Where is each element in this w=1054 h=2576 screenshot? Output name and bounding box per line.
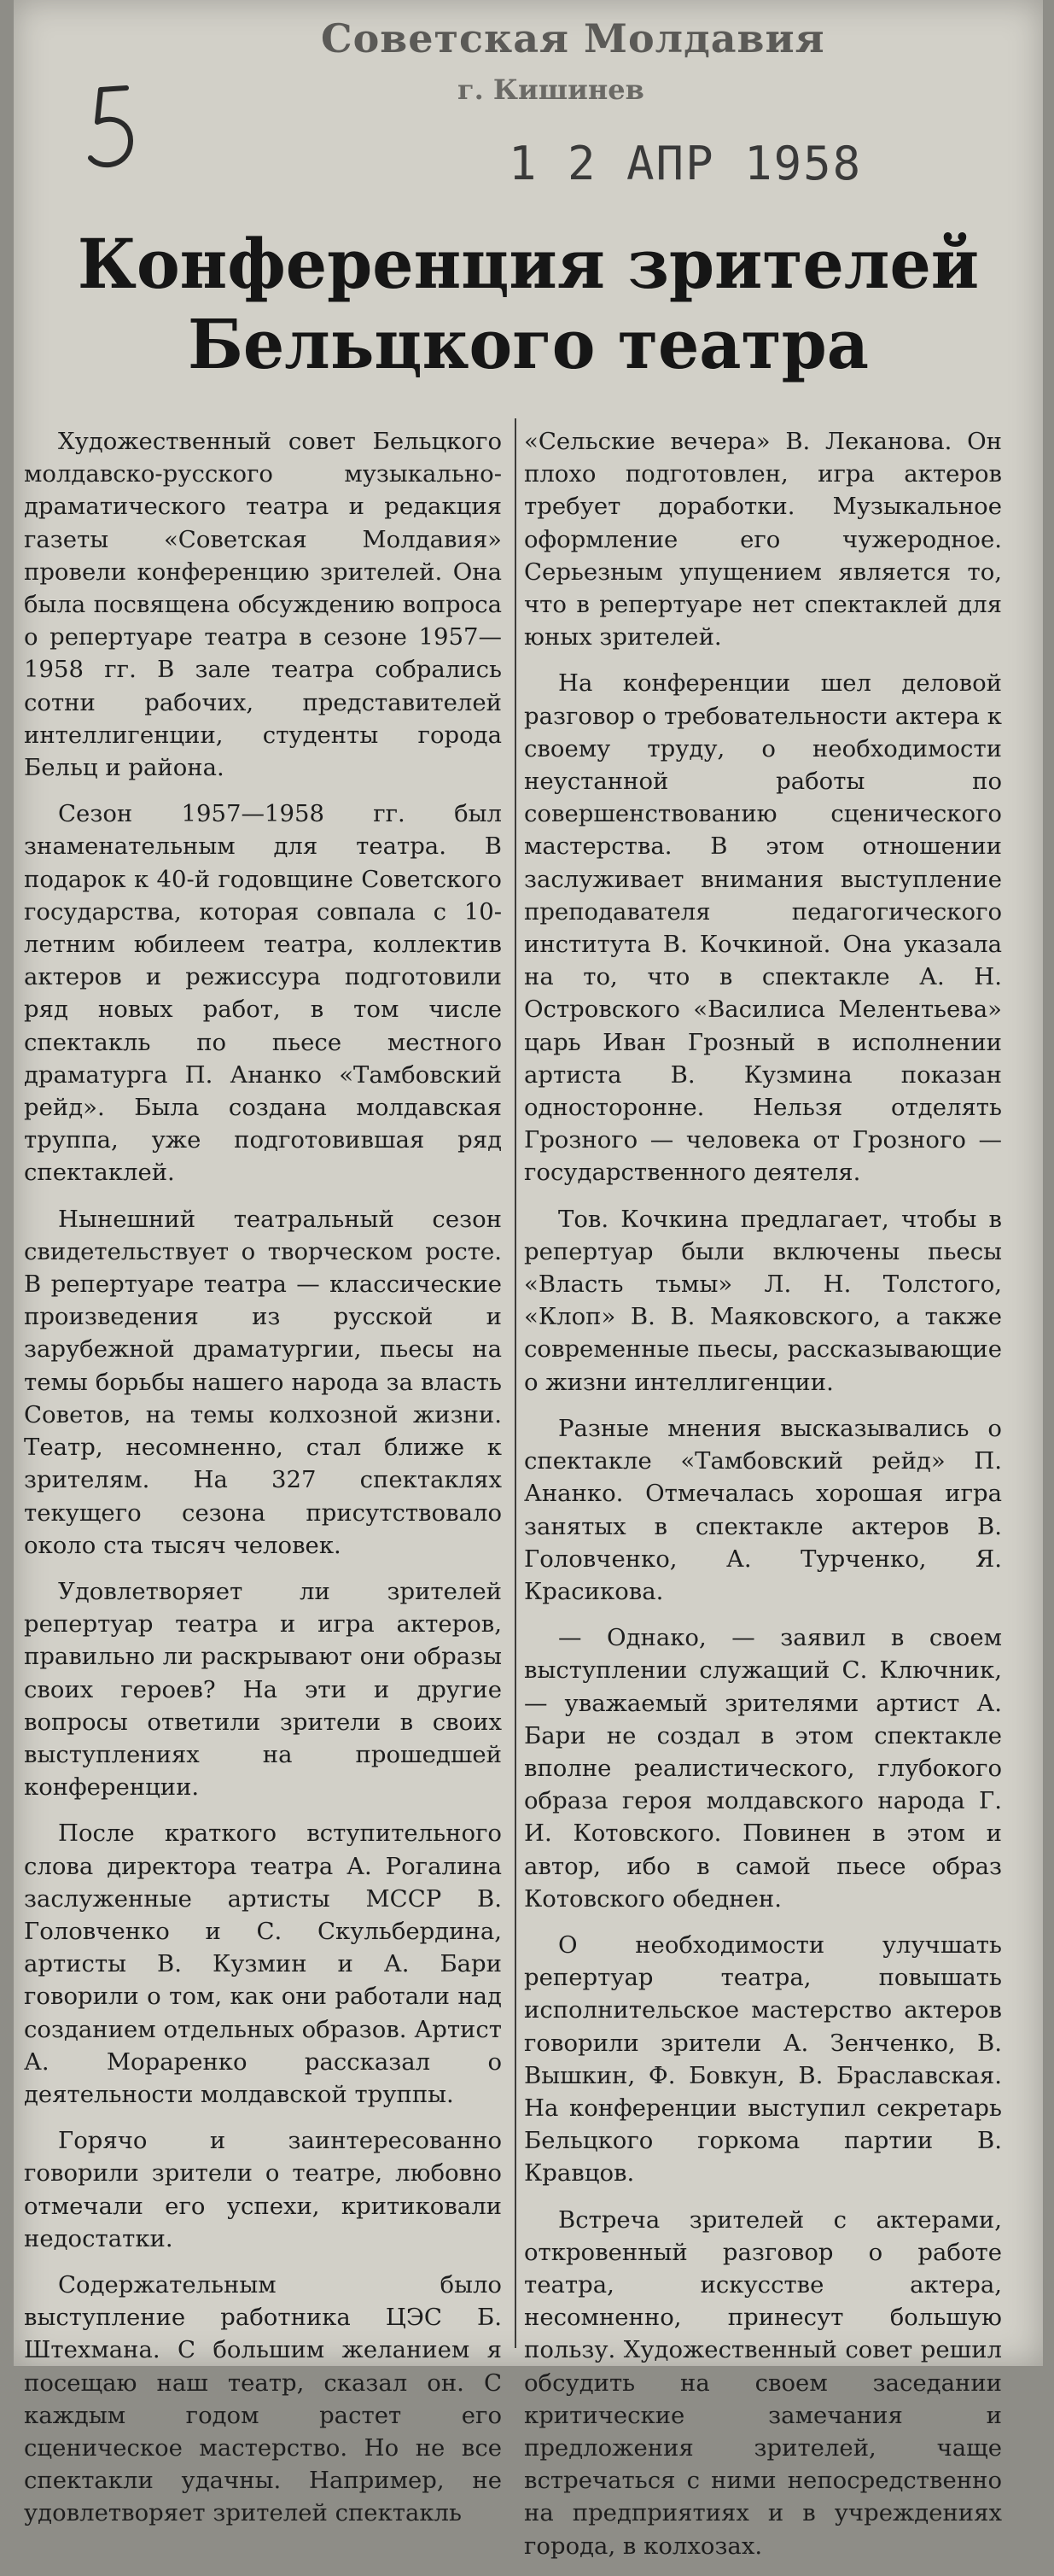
column-divider bbox=[515, 418, 516, 2348]
paragraph: О необходимости улучшать репертуар театра, повышать исполнительское мастерство актеров говорили зрители А. Зенченко, В. Вышкин, Ф. Бовкун, В. Браславская. На конференции выступил секретарь Бельцкого горкома партии В. Кравцов. bbox=[524, 1931, 1002, 2188]
paragraph-continuation: «Сельские вечера» В. Леканова. Он плохо подготовлен, игра актеров требует доработки. Музыкальное оформление его чужеродное. Серьезным упущением является то, что в репертуаре нет спектаклей для юных зрителей. bbox=[524, 428, 1002, 651]
paragraph: После краткого вступительного слова директора театра А. Рогалина заслуженные артисты МССР В. Головченко и С. Скульбердина, артисты В. Кузмин и А. Бари говорили о том, как они работали над созданием отдельных образов. Артист А. Мораренко рассказал о деятельности молдавской труппы. bbox=[24, 1820, 502, 2108]
headline-line-2: Бельцкого театра bbox=[187, 304, 870, 384]
date-stamp: 1 2 АПР 1958 bbox=[509, 137, 863, 190]
paragraph: Художественный совет Бельцкого молдавско-русского музыкально-драматического театра и редакция газеты «Советская Молдавия» провели конференцию зрителей. Она была посвящена обсуждению вопроса о репертуаре театра в сезоне 1957—1958 гг. В зале театра собрались сотни рабочих, представителей интеллигенции, студенты города Бельц и района. bbox=[24, 428, 502, 782]
handwritten-number bbox=[82, 81, 142, 175]
paragraph: Сезон 1957—1958 гг. был знаменательным для театра. В подарок к 40-й годовщине Советского государства, которая совпала с 10-летним юбилеем театра, коллектив актеров и режиссура подготовили ряд новых работ, в том числе спектакль по пьесе местного драматурга П. Ананко «Тамбовский рейд». Была создана молдавская труппа, уже подготовившая ряд спектаклей. bbox=[24, 800, 502, 1187]
article-left-column bbox=[24, 425, 502, 2544]
city-name: г. Кишинев bbox=[457, 73, 644, 106]
article-right-column bbox=[524, 425, 1002, 2576]
paragraph: Тов. Кочкина предлагает, чтобы в репертуар были включены пьесы «Власть тьмы» Л. Н. Толстого, «Клоп» В. В. Маяковского, а также современные пьесы, рассказывающие о жизни интеллигенции. bbox=[524, 1205, 1002, 1396]
paragraph: Горячо и заинтересованно говорили зрители о театре, любовно отмечали его успехи, критиковали недостатки. bbox=[24, 2127, 502, 2252]
paragraph: Удовлетворяет ли зрителей репертуар театра и игра актеров, правильно ли раскрывают они образы своих героев? На эти и другие вопросы ответили зрители в своих выступлениях на прошедшей конференции. bbox=[24, 1577, 502, 1802]
headline-line-1: Конференция зрителей bbox=[77, 224, 980, 304]
paragraph: На конференции шел деловой разговор о требовательности актера к своему труду, о необходимости неустанной работы по совершенствованию сценического мастерства. В этом отношении заслуживает внимания выступление преподавателя педагогического института В. Кочкиной. Она указала на то, что в спектакле А. Н. Островского «Василиса Мелентьева» царь Иван Грозный в исполнении артиста В. Кузмина показан односторонне. Нельзя отделять Грозного — человека от Грозного — государственного деятеля. bbox=[524, 669, 1002, 1187]
paragraph: Содержательным было выступление работника ЦЭС Б. Штехмана. С большим желанием я посещаю наш театр, сказал он. С каждым годом растет его сценическое мастерство. Но не все спектакли удачны. Например, не удовлетворяет зрителей спектакль bbox=[24, 2270, 502, 2527]
paragraph: Встреча зрителей с актерами, откровенный разговор о работе театра, искусстве актера, несомненно, принесут большую пользу. Художественный совет решил обсудить на своем заседании критические замечания и предложения зрителей, чаще встречаться с ними непосредственно на предприятиях и в учреждениях города, в колхозах. bbox=[524, 2205, 1002, 2560]
article-headline bbox=[39, 224, 1017, 384]
paragraph: Нынешний театральный сезон свидетельствует о творческом росте. В репертуаре театра — классические произведения из русской и зарубежной драматургии, пьесы на темы борьбы нашего народа за власть Советов, на темы колхозной жизни. Театр, несомненно, стал ближе к зрителям. На 327 спектаклях текущего сезона присутствовало около ста тысяч человек. bbox=[24, 1205, 502, 1559]
paragraph: Разные мнения высказывались о спектакле «Тамбовский рейд» П. Ананко. Отмечалась хорошая игра занятых в спектакле актеров В. Головченко, А. Турченко, Я. Красикова. bbox=[524, 1414, 1002, 1605]
newspaper-name: Советская Молдавия bbox=[321, 15, 825, 61]
newspaper-clipping bbox=[14, 0, 1043, 2560]
masthead-stamp-area bbox=[14, 0, 1043, 213]
paragraph: — Однако, — заявил в своем выступлении служащий С. Ключник,— уважаемый зрителями артист А. Бари не создал в этом спектакле вполне реалистического, глубокого образа героя молдавского народа Г. И. Котовского. Повинен в этом и автор, ибо в самой пьесе образ Котовского обеднен. bbox=[524, 1624, 1002, 1913]
